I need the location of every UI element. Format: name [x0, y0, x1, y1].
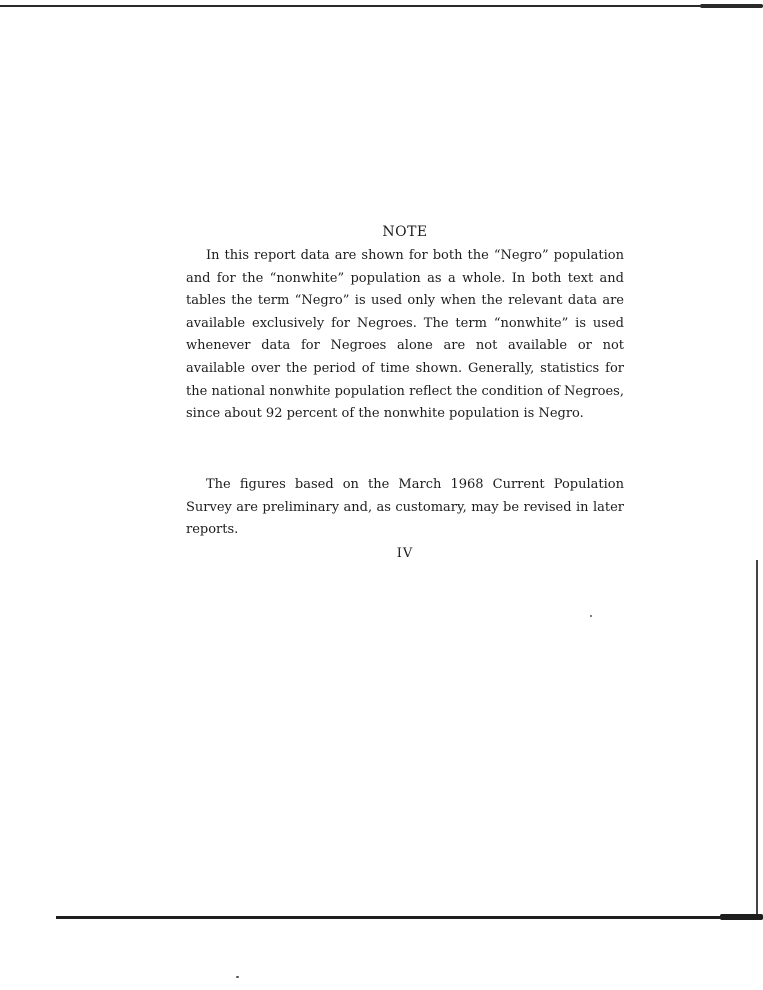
top-border-rule	[0, 5, 763, 7]
top-border-rule-end	[700, 4, 763, 8]
right-border-rule	[756, 560, 758, 920]
note-paragraph-1: In this report data are shown for both the “Negro” population and for the “nonwhite” population as a whole. In both text and tables the term “Negro” is used only when the relevant data are available exclusively for Negroes. The term “nonwhite” is used whenever data for Negroes alone are not available or not available over the period of time shown. Generally, statistics for the national nonwhite population reflect the condition of Negroes, since about 92 percent of the nonwhite population is Negro.	[186, 248, 624, 422]
scan-speck	[236, 976, 239, 978]
page-number: IV	[396, 546, 414, 561]
note-heading: NOTE	[382, 224, 428, 240]
note-paragraph-2: The figures based on the March 1968 Current Population Survey are preliminary and, as customary, may be revised in later reports.	[186, 477, 624, 538]
scan-speck	[590, 615, 592, 617]
bottom-border-rule-end	[720, 914, 763, 920]
bottom-border-rule	[56, 916, 763, 919]
